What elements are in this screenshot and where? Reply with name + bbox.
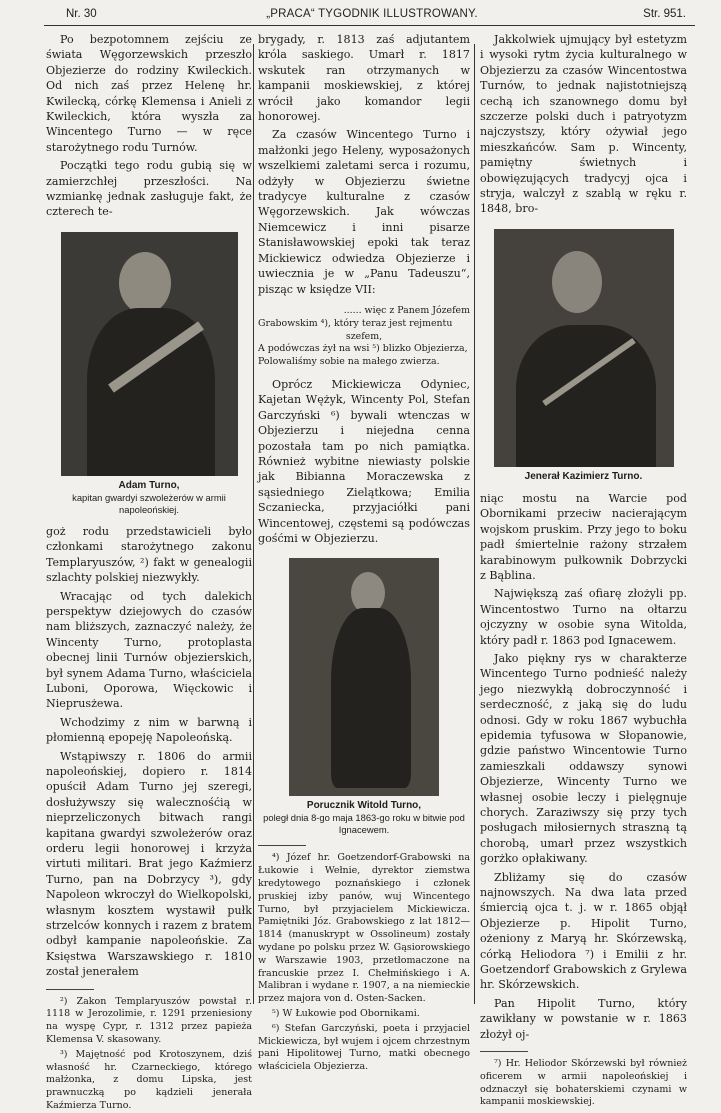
footnotes — [46, 996, 252, 1113]
page-number: Str. 951. — [643, 8, 686, 20]
paragraph: Początki tego rodu gubią się w zamierzchłej przeszłości. Na wzmiankę jednak zasługuje fakt, że czterech te- — [46, 159, 252, 219]
footnote: ²) Zakon Templaryuszów powstał r. 1118 w Jerozolimie, r. 1291 przeniesiony na wyspę Cypr, r. 1312 przez papieża Klemensa V. skasowany. — [46, 995, 252, 1046]
paragraph: goż rodu przedstawicieli było członkami starożytnego zakonu Templaryuszów, ²) fakt w genealogii szlachty polskiej niezwykły. — [46, 524, 252, 585]
header-rule — [44, 25, 695, 26]
column-1 — [46, 32, 252, 1113]
verse-line: A podówczas żył na wsi ⁵) blizko Objezierza, — [258, 343, 468, 355]
column-divider — [253, 44, 254, 1004]
column-2 — [258, 32, 470, 1074]
poem-quote — [258, 305, 470, 369]
paragraph: Zbliżamy się do czasów najnowszych. Na dwa lata przed śmiercią ojca t. j. w r. 1865 objął Objezierze p. Hipolit Turno, ożeniony z Maryą hr. Skórzewską, córką Heliodora ⁷) i Emilii z hr. Goetzendorf Grabowskich z Grylewa hr. Skórzewskich. — [480, 870, 687, 992]
footnote: ³) Majętność pod Krotoszynem, dziś własność hr. Czarneckiego, którego małżonka, z domu Lipska, jest prawnuczką po kądzieli jenerała Kaźmierza Turno. — [46, 1048, 252, 1112]
paragraph: Pan Hipolit Turno, który zawikłany w powstanie w r. 1863 złożył oj- — [480, 996, 687, 1041]
running-header — [44, 6, 700, 24]
verse-line: szefem, — [345, 330, 383, 342]
footnote: ⁷) Hr. Heliodor Skórzewski był również oficerem w armii napoleońskiej i odznaczył się bohaterskiemi czynami w kampanii moskiewskiej. — [480, 1058, 687, 1108]
footnote: ⁶) Stefan Garczyński, poeta i przyjaciel Mickiewicza, był wujem i ojcem chrzestnym pani Hipolitowej Turno, matki obecnego właściciela Objezierza. — [258, 1022, 470, 1073]
caption-description: kapitan gwardyi szwoleżerów w armii napoleońskiej. — [72, 491, 226, 515]
paragraph: brygady, r. 1813 zaś adjutantem króla saskiego. Umarł r. 1817 wskutek ran otrzymanych w kampanii moskiewskiej, z której wrócił jako komandor legii honorowej. — [258, 33, 470, 124]
figure-caption — [258, 800, 470, 836]
caption-description: poległ dnia 8-go maja 1863-go roku w bitwie pod Ignacewem. — [263, 812, 465, 836]
column-3 — [480, 32, 687, 1109]
figure-caption — [46, 480, 252, 516]
photo-witold-turno — [289, 558, 439, 796]
verse-line: ...... więc z Panem Józefem — [343, 304, 470, 316]
footnote-rule — [258, 845, 306, 846]
footnote: ⁵) W Łukowie pod Obornikami. — [272, 1007, 420, 1019]
paragraph: Wstąpiwszy r. 1806 do armii napoleońskiej, dopiero r. 1814 opuścił Adam Turno jej szeregi, dosłużywszy się walecznośćią w nieprzeliczonych bitwach rangi kapitana gwardyi szwoleżerów oraz orderu legii honorowej i krzyża virtuti militari. Brat jego Kaźmierz Turno, pan na Dobrzycy ³), gdy Napoleon wkroczył do Wielkopolski, własnym kosztem wystawił pułk strzelców konnych i razem z bratem odbył kampanie napoleońskie. Za Księstwa Warszawskiego r. 1810 został jenerałem — [46, 749, 252, 979]
verse-line: Grabowskim ⁴), który teraz jest rejmentu — [258, 317, 453, 329]
footnote-rule — [480, 1051, 528, 1052]
figure-caption — [480, 471, 687, 483]
paragraph: Wchodzimy z nim w barwną i płomienną epopeję Napoleońską. — [46, 715, 252, 745]
paragraph: Największą zaś ofiarę złożyli pp. Wincentostwo Turno na ołtarzu ojczyzny w osobie syna Witolda, który padł r. 1863 pod Ignacewem. — [480, 587, 687, 647]
footnote-rule — [46, 989, 94, 990]
paragraph: Jakkolwiek ujmujący był estetyzm i wysoki rytm życia kulturalnego w Objezierzu za czasów Wincentostwa Turnów, to jednak najistotniejszą cechą ich szanownego domu był szczerze polski duch i patryotyzm najczystszy, który ożywiał jego mieszkańców. Sam p. Wincenty, pamiętny świetnych i obowięzujących tradycyj ojca i stryja, walczył z szablą w ręku r. 1848, bro- — [480, 33, 687, 216]
paragraph: niąc mostu na Warcie pod Obornikami przeciw nacierającym wojskom pruskim. Przy jego to boku padł śmiertelnie rażony strzałem karabinowym pułkownik Dobrzycki z Bąblina. — [480, 491, 687, 582]
paragraph: Jako piękny rys w charakterze Wincentego Turno podnieść należy jego niezwykłą dobroczynność i serdeczność, z jaką się do ludu odnosi. Gdy w roku 1867 wybuchła epidemia tyfusowa w Słopanowie, gdzie państwo Wincentowie Turno zamieszkali oddawszy synowi Objezierze, Wincenty Turno we własnej osobie leczy i pielęgnuje chorych. Zaraziwszy się przy tych posługach miłosiernych straszną tą chorobą, umarł przez wszystkich gorżko opłakiwany. — [480, 651, 687, 866]
footnote: ⁴) Józef hr. Goetzendorf-Grabowski na Łukowie i Wełnie, dyrektor ziemstwa kredytowego poznańskiego i członek pruskiej izby panów, wuj Wincentego Turno, był przyjacielem Mickiewicza. Pamiętniki Józ. Grabowskiego z lat 1812—1814 (manuskrypt w Ossolineum) zostały wydane po polsku przez W. Gąsiorowskiego w Warszawie 1903, przetłomaczone na francuskie przez I. Chełmińskiego i A. Malibran i wydane r. 1907, a na niemieckie przez majora von d. Osten-Sacken. — [258, 852, 470, 1005]
footnotes — [480, 1058, 687, 1109]
issue-number: Nr. 30 — [66, 8, 97, 20]
footnotes — [258, 852, 470, 1074]
portrait-kazimierz-turno — [494, 229, 674, 467]
caption-name: Jenerał Kazimierz Turno. — [524, 470, 643, 482]
publication-title: „PRACA“ TYGODNIK ILLUSTROWANY. — [266, 8, 478, 20]
caption-name: Adam Turno, — [118, 479, 180, 491]
paragraph: Po bezpotomnem zejściu ze świata Węgorzewskich przeszło Objezierze do rodziny Kwileckich. Od nich zaś przez Helenę hr. Kwilecką, córkę Klemensa i Anieli z Kwileckich, która wyszła za Wincentego Turno — w ręce starożytnego rodu Turnów. — [46, 33, 252, 154]
caption-name: Porucznik Witold Turno, — [306, 800, 422, 812]
paragraph: Oprócz Mickiewicza Odyniec, Kajetan Wężyk, Wincenty Pol, Stefan Garczyński ⁶) bywali wtenczas w Objezierzu i niejedna cenna pozostała tam po nich pamiątka. Również wybitne niewiasty polskie jak Bibianna Moraczewska z sąsiedniego Zielątkowa; Emilia Sczaniecka, przyjaciółki pani Wincentowej, częstemi są podówczas gośćmi w Objezierzu. — [258, 377, 470, 545]
paragraph: Wracając od tych dalekich perspektyw dziejowych do czasów nam bliższych, zaznaczyć należy, że Wincenty Turno, protoplasta obecnej linii Turnów objezierskich, był synem Adama Turno, właściciela Luboni, Oporowa, Więckowic i Nieprusżewa. — [46, 589, 252, 711]
column-divider — [474, 44, 475, 1004]
portrait-adam-turno — [61, 232, 238, 476]
verse-line: Polowaliśmy sobie na małego zwierza. — [258, 356, 440, 368]
paragraph: Za czasów Wincentego Turno i małżonki jego Heleny, wyposażonych wszelkiemi zaletami serca i rozumu, odżyły w Objezierzu świetne tradycye kulturalne z czasów Węgorzewskich. Jak wówczas Niemcewicz i inni pisarze Stanisławowskiej epoki tak teraz Mickiewicz odwiedza Objezierze i uwiecznia je w „Panu Tadeuszu“, pisząc w księdze VII: — [258, 128, 470, 296]
